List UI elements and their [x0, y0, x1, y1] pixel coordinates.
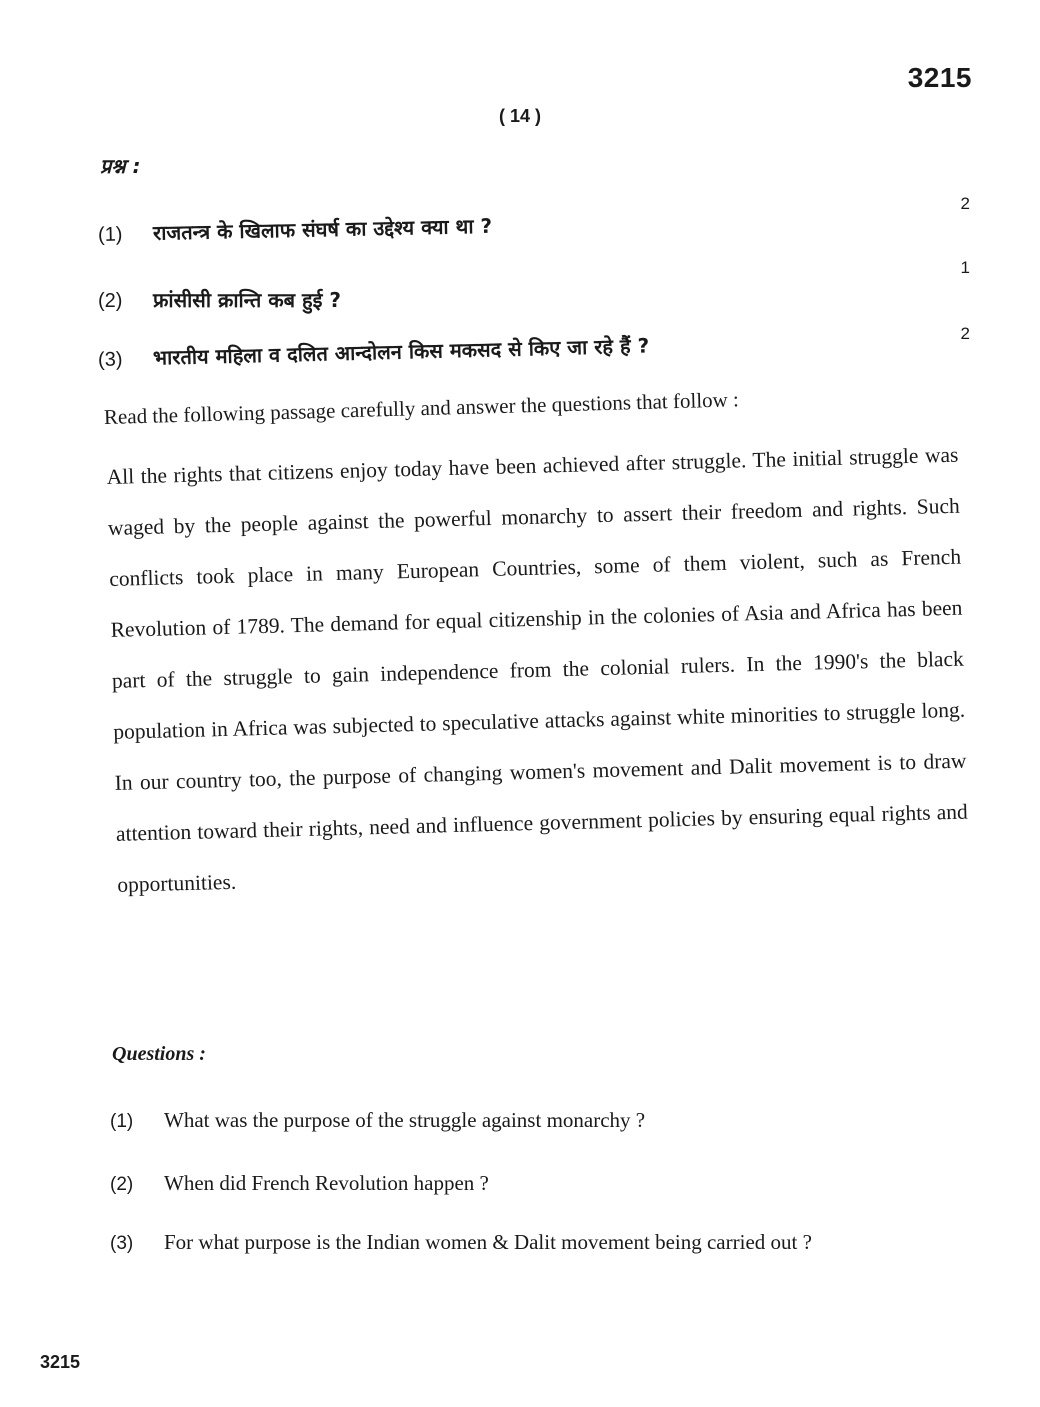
question-text: What was the purpose of the struggle against monarchy ? — [164, 1108, 646, 1132]
paper-code-bottom: 3215 — [40, 1352, 81, 1372]
question-number: (2) — [110, 1174, 134, 1195]
question-text: When did French Revolution happen ? — [164, 1171, 489, 1195]
question-text: भारतीय महिला व दलित आन्दोलन किस मकसद से किए जा रहे हैं ? — [152, 333, 650, 370]
question-number: (1) — [97, 223, 123, 246]
hindi-question-2 — [98, 286, 948, 313]
english-question-1 — [110, 1094, 958, 1147]
question-text: राजतन्त्र के खिलाफ संघर्ष का उद्देश्य क्या था ? — [152, 213, 493, 245]
marks-hindi-q2: 1 — [960, 258, 970, 277]
hindi-question-1 — [98, 202, 948, 247]
marks-hindi-q3: 2 — [960, 324, 970, 343]
reading-passage: All the rights that citizens enjoy today have been achieved after struggle. The initial struggle was waged by the people against the powerful monarchy to assert their freedom and rights. Such conflicts took place in many European Countries, some of them violent, such as French Revolution of 1789. The demand for equal citizenship in the colonies of Asia and Africa has been part of the struggle to gain independence from the colonial rulers. In the 1990's the black population in Africa was subjected to speculative attacks against white minorities to struggle long. In our country too, the purpose of changing women's movement and Dalit movement is to draw attention toward their rights, need and influence government policies by ensuring equal rights and opportunities. — [106, 442, 969, 897]
question-number: (3) — [97, 348, 123, 371]
english-questions-heading: Questions : — [112, 1043, 206, 1065]
hindi-questions-heading: प्रश्न : — [100, 154, 141, 178]
question-text: For what purpose is the Indian women & Dalit movement being carried out ? — [164, 1230, 812, 1254]
passage-instruction: Read the following passage carefully and answer the questions that follow : — [103, 387, 740, 429]
question-number: (3) — [110, 1233, 134, 1254]
question-number: (1) — [110, 1111, 134, 1132]
hindi-question-3 — [98, 324, 948, 372]
marks-hindi-q1: 2 — [960, 194, 970, 213]
english-question-2 — [110, 1157, 958, 1210]
paper-code-top: 3215 — [907, 62, 972, 93]
question-number: (2) — [98, 290, 123, 312]
english-question-3 — [110, 1216, 958, 1269]
question-text: फ्रांसीसी क्रान्ति कब हुई ? — [153, 288, 341, 312]
page-number: ( 14 ) — [498, 106, 541, 126]
